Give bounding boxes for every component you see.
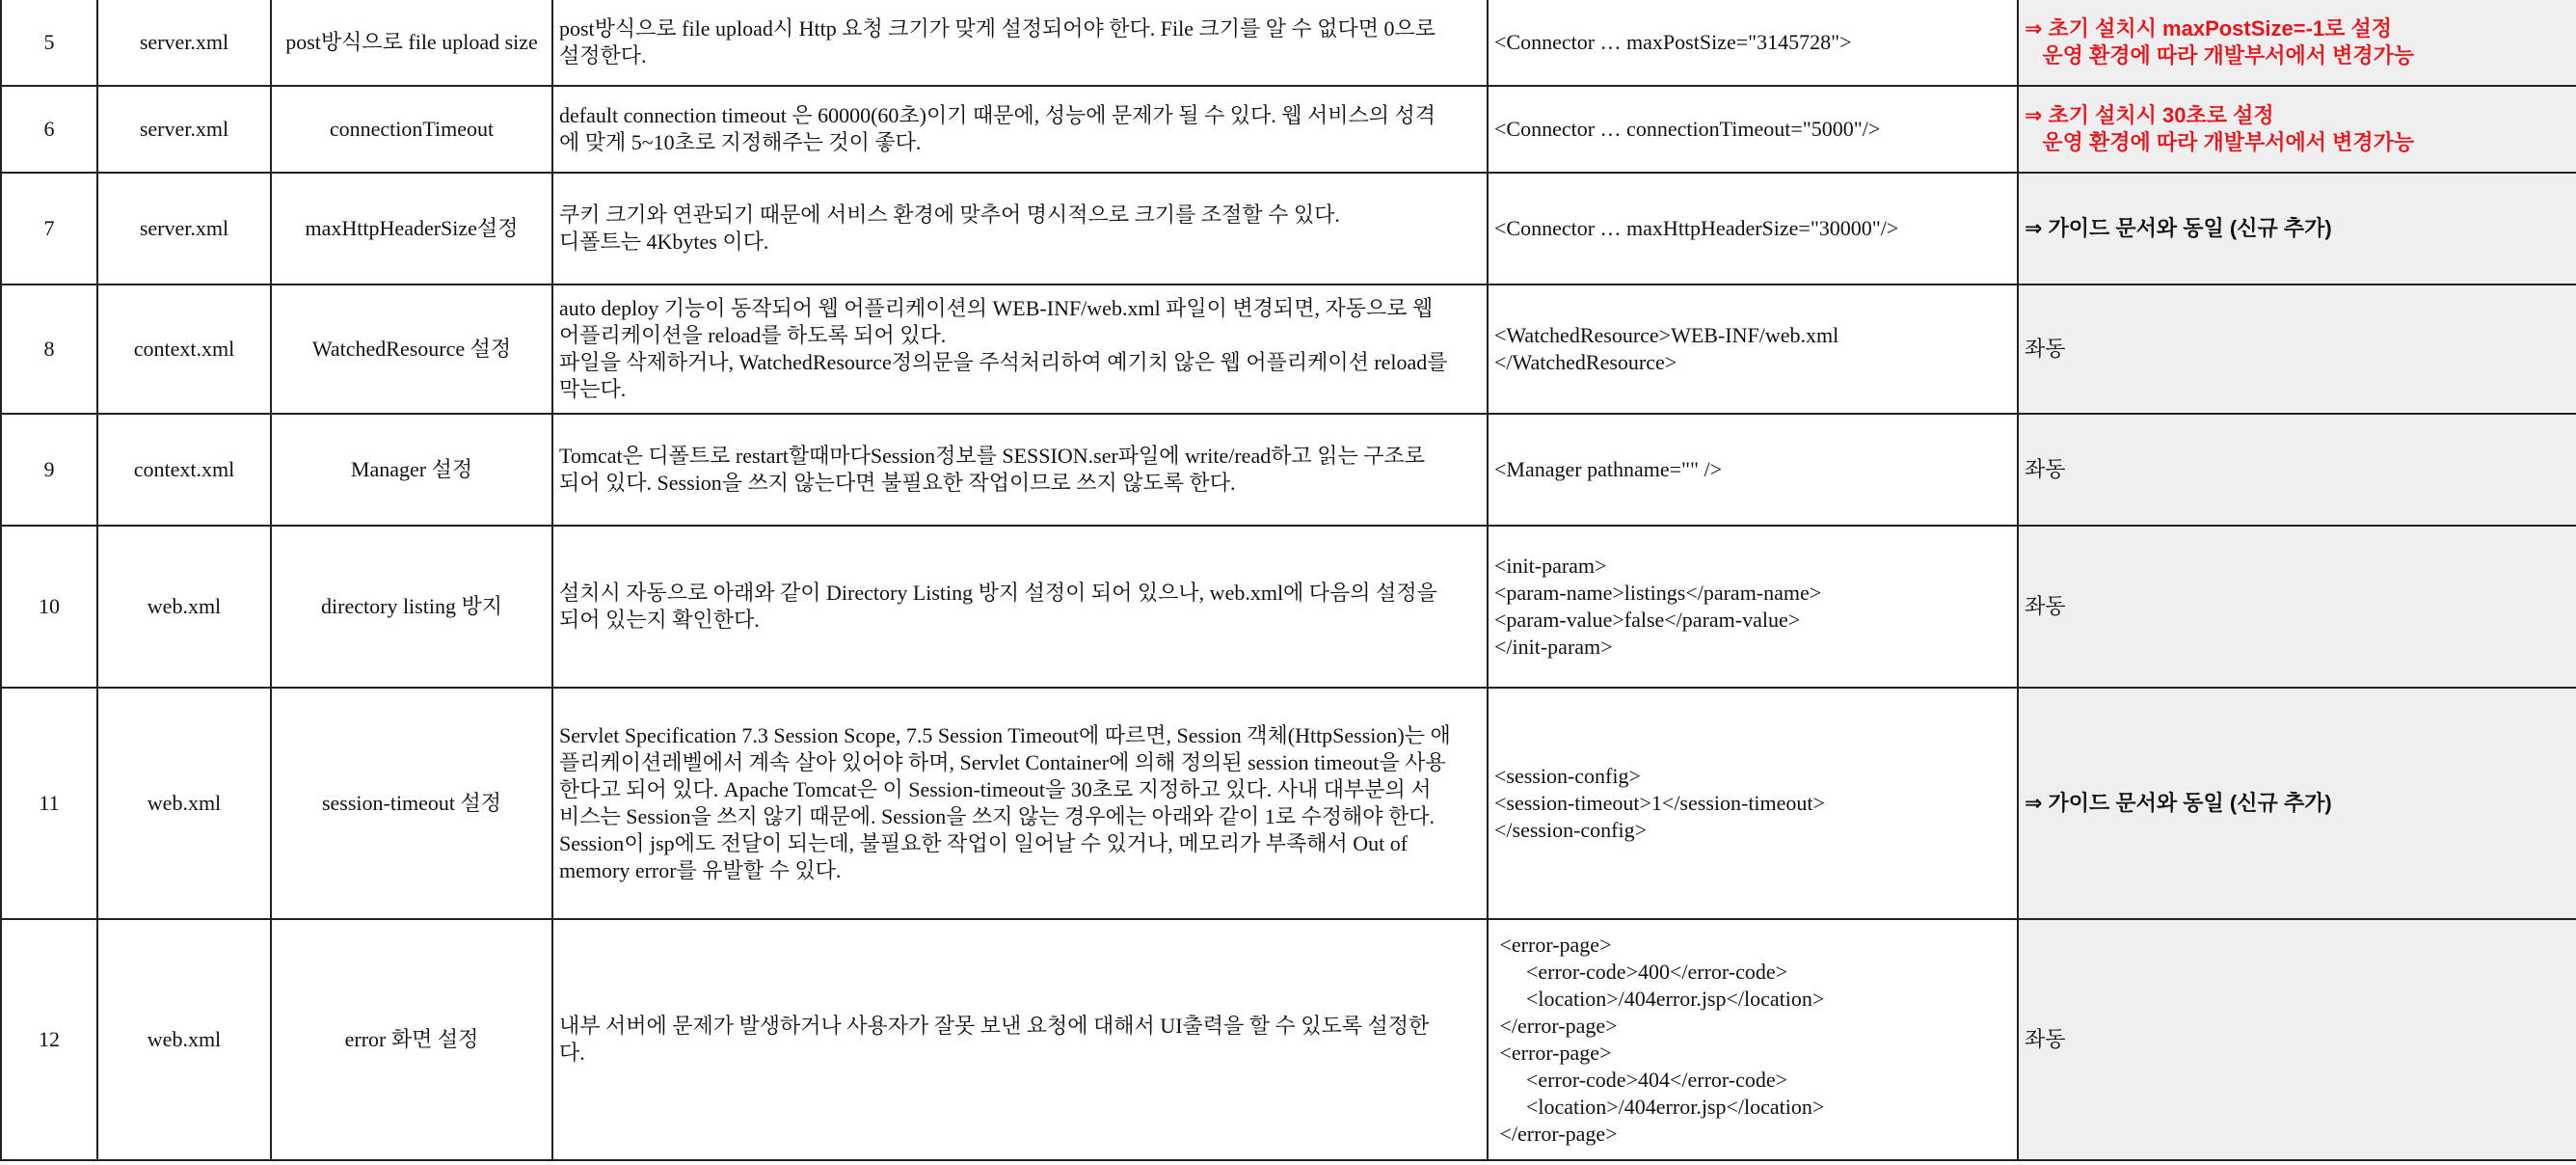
example-line: <error-page> [1494,1041,1612,1065]
description-line: 비스는 Session을 쓰지 않기 때문에. Session을 쓰지 않는 경우에는 아래와 같이 1로 수정해야 한다. [559,804,1436,828]
row-number: 8 [1,284,97,414]
example-line: <session-config> [1494,764,1641,788]
example-line: <param-value>false</param-value> [1494,608,1801,632]
setting-item: post방식으로 file upload size [271,0,552,86]
setting-item: Manager 설정 [271,414,552,526]
config-file: web.xml [97,919,271,1160]
setting-note [2018,86,2576,173]
table-body [1,0,2576,1160]
note-line: 운영 환경에 따라 개발부서에서 변경가능 [2025,43,2415,68]
row-number: 10 [1,526,97,688]
setting-note [2018,688,2576,919]
example-line: <error-code>404</error-code> [1494,1068,1788,1092]
description-line: 어플리케이션을 reload를 하도록 되어 있다. [559,323,947,347]
description-line: Tomcat은 디폴트로 restart할때마다Session정보를 SESSION.ser파일에 write/read하고 읽는 구조로 [559,444,1425,468]
note-line: ⇒ 가이드 문서와 동일 (신규 추가) [2025,791,2332,815]
setting-item: maxHttpHeaderSize설정 [271,173,552,284]
setting-example [1488,414,2018,526]
note-line: 좌동 [2025,1027,2066,1051]
setting-example [1488,284,2018,414]
description-line: post방식으로 file upload시 Http 요청 크기가 맞게 설정되어야 한다. File 크기를 알 수 없다면 0으로 [559,16,1436,41]
row-number: 12 [1,919,97,1160]
description-line: 되어 있는지 확인한다. [559,608,760,632]
description-line: default connection timeout 은 60000(60초)이기 때문에, 성능에 문제가 될 수 있다. 웹 서비스의 성격 [559,103,1436,127]
description-line: 설정한다. [559,43,647,68]
setting-note [2018,919,2576,1160]
setting-description [552,526,1488,688]
setting-note [2018,414,2576,526]
setting-example [1488,86,2018,173]
table-row [1,414,2576,526]
setting-example [1488,688,2018,919]
config-file: web.xml [97,526,271,688]
table-row [1,173,2576,284]
table-row [1,526,2576,688]
example-line: <error-code>400</error-code> [1494,960,1788,984]
example-line: <error-page> [1494,933,1612,957]
config-file: context.xml [97,284,271,414]
table-row [1,284,2576,414]
example-line: <Manager pathname="" /> [1494,457,1722,481]
config-file: context.xml [97,414,271,526]
setting-note [2018,284,2576,414]
setting-note [2018,0,2576,86]
row-number: 7 [1,173,97,284]
config-file: server.xml [97,0,271,86]
config-file: server.xml [97,173,271,284]
setting-item: error 화면 설정 [271,919,552,1160]
setting-example [1488,919,2018,1160]
row-number: 6 [1,86,97,173]
table-row [1,919,2576,1160]
setting-description [552,919,1488,1160]
description-line: 되어 있다. Session을 쓰지 않는다면 불필요한 작업이므로 쓰지 않도록 한다. [559,471,1236,495]
setting-item: directory listing 방지 [271,526,552,688]
example-line: </error-page> [1494,1122,1618,1146]
example-line: <Connector … connectionTimeout="5000"/> [1494,117,1881,141]
example-line: <Connector … maxHttpHeaderSize="30000"/> [1494,216,1899,240]
note-line: 좌동 [2025,594,2066,618]
table-row [1,688,2576,919]
setting-description [552,86,1488,173]
description-line: 플리케이션레벨에서 계속 살아 있어야 하며, Servlet Container에 의해 정의된 session timeout을 사용 [559,750,1446,774]
description-line: 설치시 자동으로 아래와 같이 Directory Listing 방지 설정이 되어 있으나, web.xml에 다음의 설정을 [559,581,1437,605]
description-line: 다. [559,1041,585,1065]
setting-item: session-timeout 설정 [271,688,552,919]
example-line: <location>/404error.jsp</location> [1494,987,1825,1011]
example-line: <WatchedResource>WEB-INF/web.xml [1494,323,1839,347]
description-line: 에 맞게 5~10초로 지정해주는 것이 좋다. [559,130,922,154]
row-number: 11 [1,688,97,919]
setting-description [552,688,1488,919]
example-line: </error-page> [1494,1014,1618,1038]
note-line: 좌동 [2025,337,2066,361]
setting-note [2018,173,2576,284]
table-row [1,86,2576,173]
note-line: 좌동 [2025,457,2066,481]
description-line: Servlet Specification 7.3 Session Scope, 7.5 Session Timeout에 따르면, Session 객체(HttpSession)는 애 [559,723,1451,747]
note-line: ⇒ 초기 설치시 30초로 설정 [2025,103,2274,127]
description-line: auto deploy 기능이 동작되어 웹 어플리케이션의 WEB-INF/web.xml 파일이 변경되면, 자동으로 웹 [559,296,1434,320]
description-line: 내부 서버에 문제가 발생하거나 사용자가 잘못 보낸 요청에 대해서 UI출력을 할 수 있도록 설정한 [559,1014,1430,1038]
description-line: 한다고 되어 있다. Apache Tomcat은 이 Session-timeout을 30초로 지정하고 있다. 사내 대부분의 서 [559,777,1432,801]
setting-description [552,0,1488,86]
description-line: memory error를 유발할 수 있다. [559,858,842,882]
config-file: server.xml [97,86,271,173]
description-line: 쿠키 크기와 연관되기 때문에 서비스 환경에 맞추어 명시적으로 크기를 조절할 수 있다. [559,203,1340,227]
description-line: 디폴트는 4Kbytes 이다. [559,230,769,254]
description-line: Session이 jsp에도 전달이 되는데, 불필요한 작업이 일어날 수 있거나, 메모리가 부족해서 Out of [559,831,1409,855]
note-line: ⇒ 초기 설치시 maxPostSize=-1로 설정 [2025,16,2393,41]
setting-item: WatchedResource 설정 [271,284,552,414]
example-line: <Connector … maxPostSize="3145728"> [1494,30,1852,54]
setting-example [1488,0,2018,86]
example-line: </WatchedResource> [1494,350,1677,374]
note-line: 운영 환경에 따라 개발부서에서 변경가능 [2025,130,2415,154]
row-number: 5 [1,0,97,86]
note-line: ⇒ 가이드 문서와 동일 (신규 추가) [2025,216,2332,240]
setting-item: connectionTimeout [271,86,552,173]
example-line: </init-param> [1494,635,1613,659]
config-file: web.xml [97,688,271,919]
example-line: <param-name>listings</param-name> [1494,581,1822,605]
example-line: <location>/404error.jsp</location> [1494,1095,1825,1119]
example-line: </session-config> [1494,818,1648,842]
setting-description [552,414,1488,526]
example-line: <init-param> [1494,554,1607,578]
setting-example [1488,173,2018,284]
setting-note [2018,526,2576,688]
example-line: <session-timeout>1</session-timeout> [1494,791,1825,815]
description-line: 막는다. [559,377,627,401]
description-line: 파일을 삭제하거나, WatchedResource정의문을 주석처리하여 예기치 않은 웹 어플리케이션 reload를 [559,350,1448,374]
setting-description [552,173,1488,284]
setting-example [1488,526,2018,688]
row-number: 9 [1,414,97,526]
setting-description [552,284,1488,414]
table-row [1,0,2576,86]
